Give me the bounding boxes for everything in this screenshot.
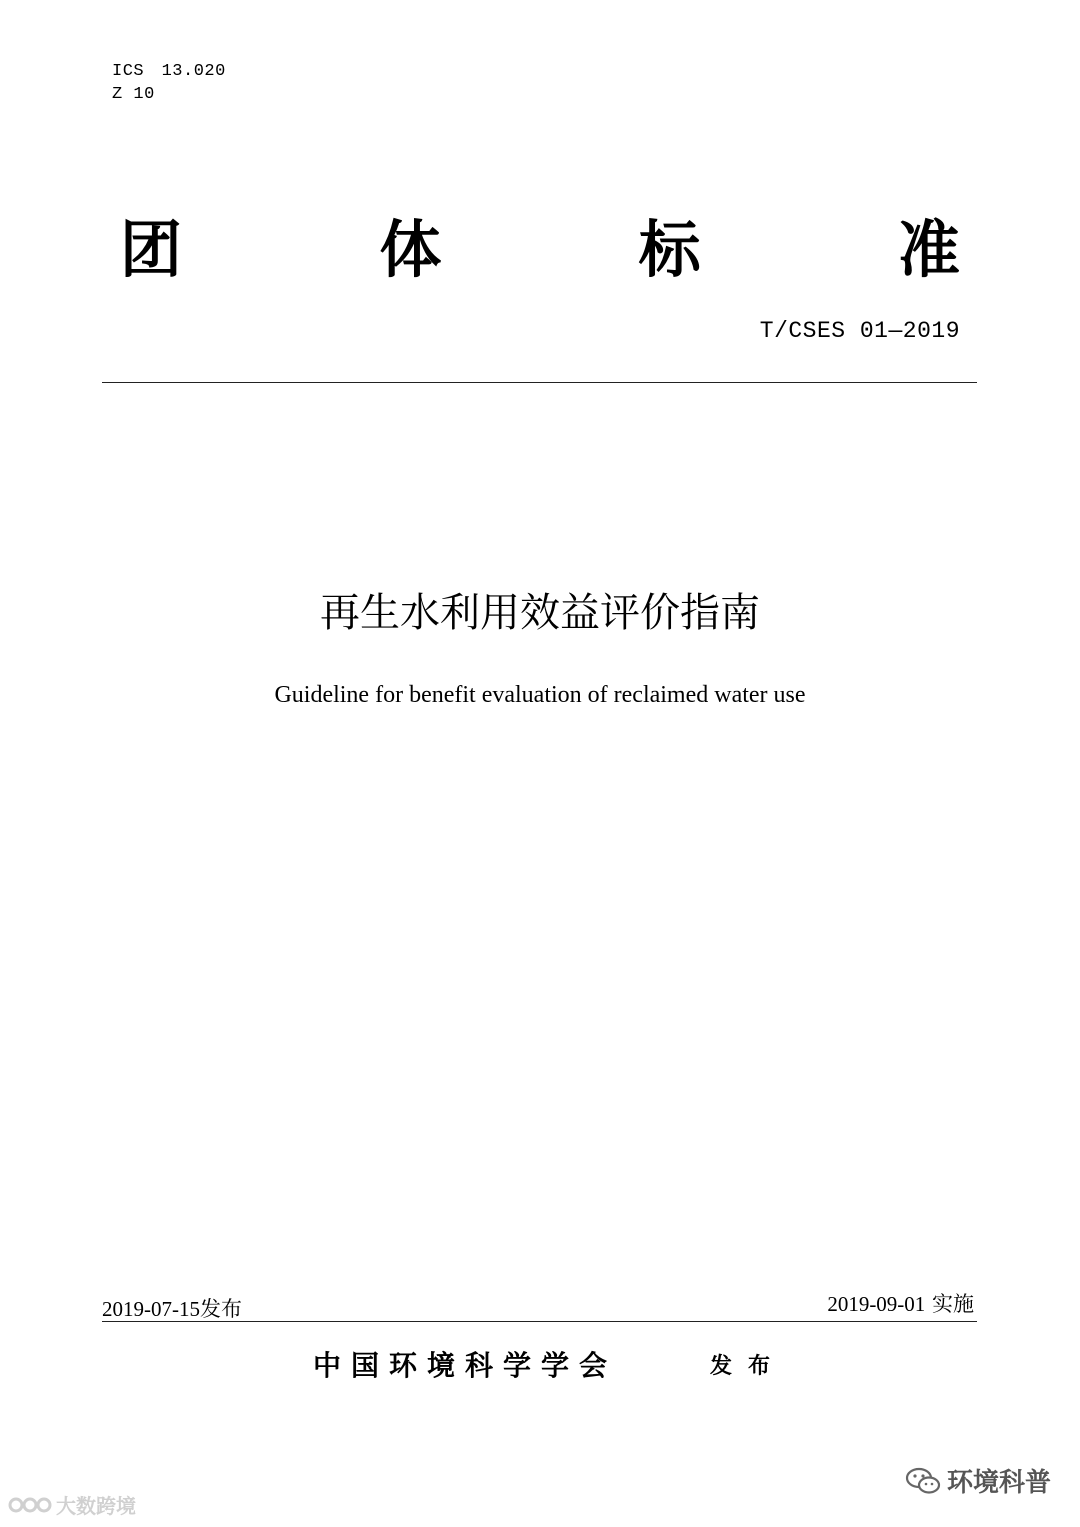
footer-divider bbox=[102, 1321, 977, 1322]
standard-number: T/CSES 01—2019 bbox=[759, 318, 960, 344]
wechat-icon bbox=[905, 1466, 941, 1496]
ics-code: ICS 13.020 bbox=[112, 62, 226, 81]
publisher-verb: 发布 bbox=[710, 1354, 787, 1379]
watermark-left-text: 大数跨境 bbox=[56, 1494, 136, 1518]
standard-type-char: 体 bbox=[379, 213, 442, 286]
standard-type-heading bbox=[120, 210, 960, 290]
watermark-right-text: 环境科普 bbox=[947, 1468, 1052, 1498]
standard-type-char: 准 bbox=[897, 213, 960, 286]
document-title-english: Guideline for benefit evaluation of reclaimed water use bbox=[274, 682, 806, 708]
implementation-label: 实施 bbox=[932, 1292, 974, 1316]
publisher-name: 中国环境科学学会 bbox=[313, 1349, 618, 1382]
issue-date-line bbox=[102, 1293, 242, 1323]
watermark-right bbox=[905, 1462, 1051, 1499]
standard-type-char: 团 bbox=[120, 213, 183, 286]
issue-date: 2019-07-15 bbox=[102, 1297, 200, 1321]
loop-logo-icon bbox=[8, 1494, 52, 1516]
watermark-left bbox=[8, 1490, 136, 1519]
ccs-code: Z 10 bbox=[112, 85, 155, 104]
issue-label: 发布 bbox=[200, 1297, 242, 1321]
document-title-chinese: 再生水利用效益评价指南 bbox=[320, 590, 760, 636]
implementation-date-line bbox=[827, 1288, 974, 1318]
standard-type-char: 标 bbox=[638, 213, 701, 286]
implementation-date: 2019-09-01 bbox=[827, 1292, 926, 1316]
header-divider bbox=[102, 382, 977, 383]
